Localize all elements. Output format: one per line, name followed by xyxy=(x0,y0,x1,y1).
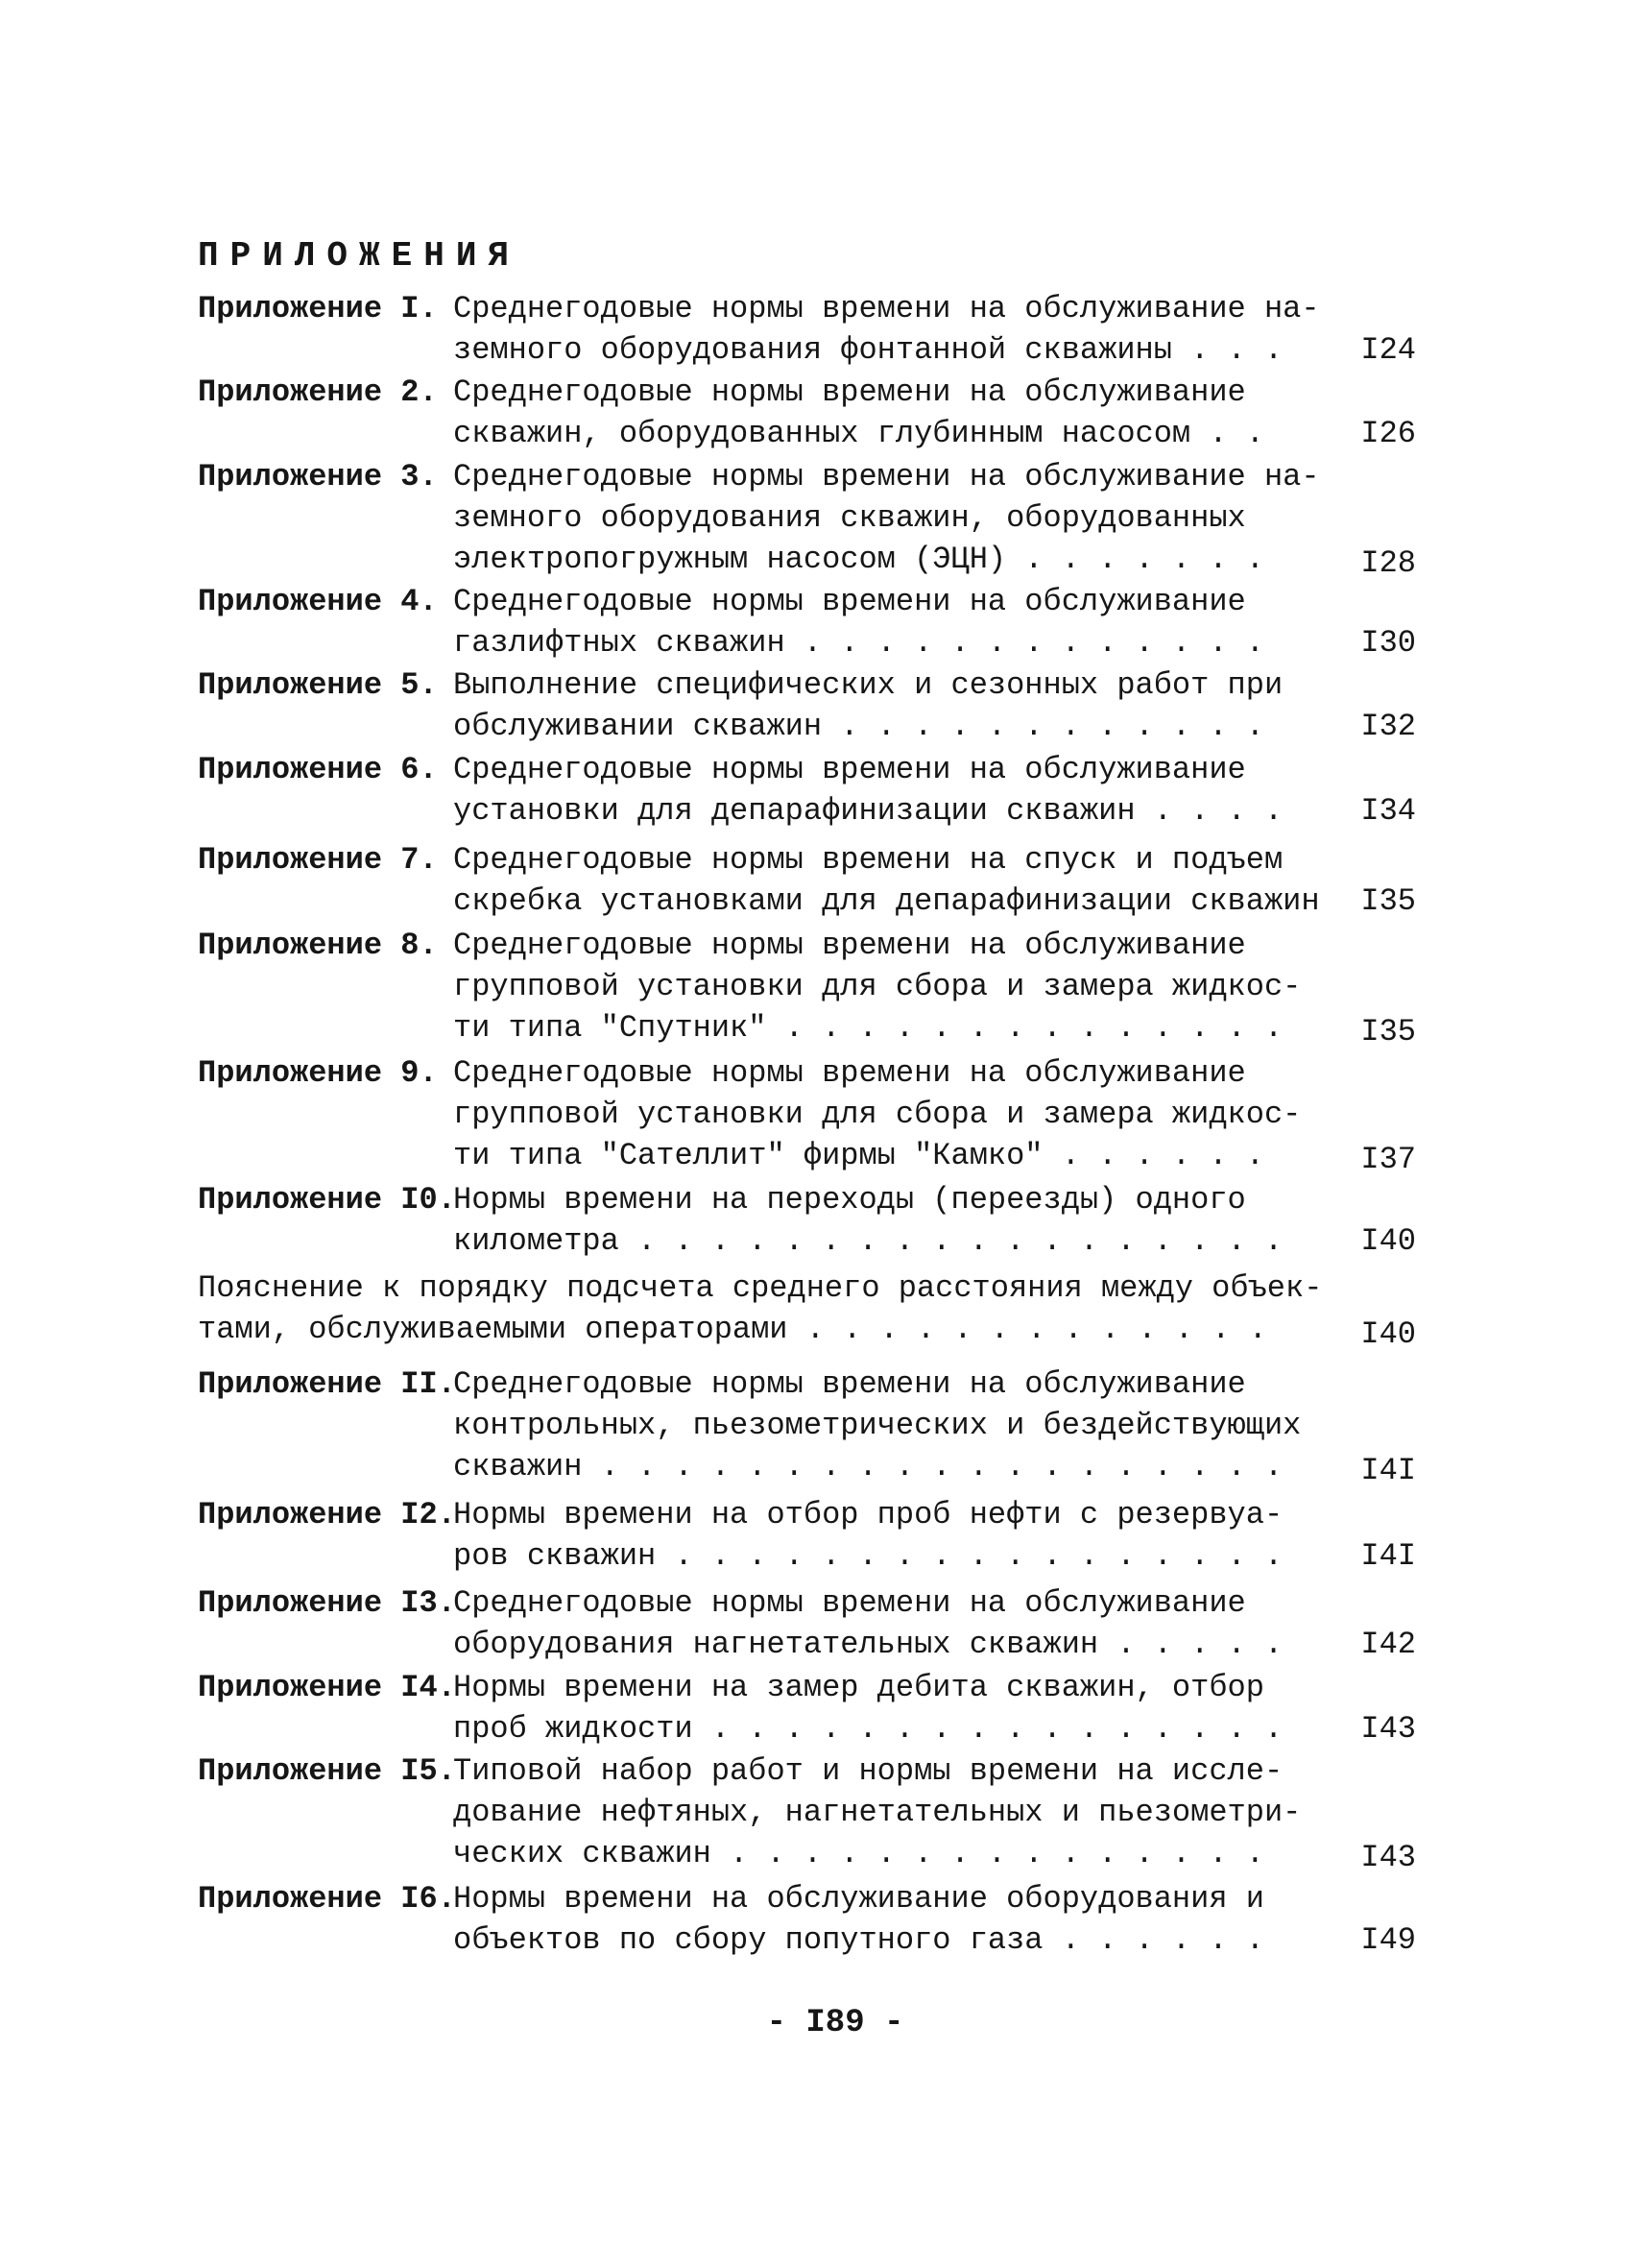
entry-label: Приложение I5. xyxy=(198,1753,456,1789)
entry-line: Среднегодовые нормы времени на обслуживание xyxy=(453,928,1246,963)
entry-line: Среднегодовые нормы времени на обслуживание xyxy=(453,1585,1246,1621)
entry-text xyxy=(453,1667,1317,1749)
entry-line: Среднегодовые нормы времени на обслуживание xyxy=(453,374,1246,410)
entry-label: Приложение 2. xyxy=(198,374,438,410)
page-number: I42 xyxy=(1360,1627,1416,1662)
page-number: I32 xyxy=(1360,709,1416,744)
entry-label: Приложение 3. xyxy=(198,459,438,495)
entry-line: объектов по сбору попутного газа . . . . . . xyxy=(453,1922,1264,1958)
page-number: I35 xyxy=(1360,883,1416,919)
entry-line: скребка установками для депарафинизации скважин xyxy=(453,883,1320,919)
entry-line: обслуживании скважин . . . . . . . . . . . . xyxy=(453,709,1264,744)
entry-line: оборудования нагнетательных скважин . . . . . xyxy=(453,1627,1284,1662)
entry-text xyxy=(453,1052,1317,1176)
section-heading: ПРИЛОЖЕНИЯ xyxy=(198,236,521,276)
entry-line: газлифтных скважин . . . . . . . . . . . . . xyxy=(453,625,1264,661)
entry-line: дование нефтяных, нагнетательных и пьезометри- xyxy=(453,1795,1302,1830)
entry-text xyxy=(453,664,1317,747)
entry-line: ческих скважин . . . . . . . . . . . . . . . xyxy=(453,1836,1264,1871)
entry-label: Приложение 8. xyxy=(198,928,438,963)
entry-line: Типовой набор работ и нормы времени на иссле- xyxy=(453,1753,1284,1789)
entry-line: Нормы времени на обслуживание оборудования и xyxy=(453,1881,1264,1917)
entry-line: Нормы времени на отбор проб нефти с резервуа- xyxy=(453,1497,1284,1532)
entry-text xyxy=(453,1750,1317,1874)
entry-line: Нормы времени на замер дебита скважин, отбор xyxy=(453,1670,1264,1705)
page-number: I28 xyxy=(1360,545,1416,581)
entry-line: Среднегодовые нормы времени на обслуживание xyxy=(453,584,1246,619)
entry-text xyxy=(453,925,1317,1049)
entry-text xyxy=(453,581,1317,664)
page-footer-number: - I89 - xyxy=(766,2005,904,2041)
entry-label: Приложение 5. xyxy=(198,667,438,703)
entry-label: Приложение I0. xyxy=(198,1182,456,1218)
entry-line: Среднегодовые нормы времени на обслуживание xyxy=(453,1055,1246,1091)
page-number: I49 xyxy=(1360,1922,1416,1958)
entry-line: контрольных, пьезометрических и бездействующих xyxy=(453,1408,1302,1443)
page-number: I24 xyxy=(1360,332,1416,368)
entry-line: электропогружным насосом (ЭЦН) . . . . . . . xyxy=(453,542,1264,577)
entry-line: земного оборудования фонтанной скважины . . . xyxy=(453,332,1284,368)
entry-text xyxy=(453,1179,1317,1262)
entry-text xyxy=(453,288,1320,371)
entry-line: ти типа "Сателлит" фирмы "Камко" . . . . . . xyxy=(453,1138,1264,1173)
entry-text xyxy=(453,456,1320,580)
entry-text xyxy=(453,372,1317,454)
entry-label: Приложение I. xyxy=(198,291,438,326)
entry-label: Приложение I2. xyxy=(198,1497,456,1532)
entry-label: Приложение I6. xyxy=(198,1881,456,1917)
page-number: I40 xyxy=(1360,1223,1416,1259)
entry-label: Приложение 4. xyxy=(198,584,438,619)
page-number: I37 xyxy=(1360,1142,1416,1177)
entry-label: Приложение 9. xyxy=(198,1055,438,1091)
entry-line: проб жидкости . . . . . . . . . . . . . . . . xyxy=(453,1711,1284,1747)
entry-line: установки для депарафинизации скважин . . . . xyxy=(453,793,1284,829)
page-number: I43 xyxy=(1360,1711,1416,1747)
entry-line: групповой установки для сбора и замера жидкос- xyxy=(453,969,1302,1004)
entry-line: Среднегодовые нормы времени на обслуживание на- xyxy=(453,291,1320,326)
entry-line: земного оборудования скважин, оборудованных xyxy=(453,500,1246,536)
entry-text xyxy=(453,1494,1317,1577)
entry-label: Приложение I3. xyxy=(198,1585,456,1621)
page-number: I4I xyxy=(1360,1538,1416,1574)
entry-text xyxy=(453,749,1317,832)
page-number: I35 xyxy=(1360,1014,1416,1050)
page-number: I34 xyxy=(1360,793,1416,829)
entry-line: Среднегодовые нормы времени на обслуживание xyxy=(453,752,1246,787)
entry-label: Приложение 6. xyxy=(198,752,438,787)
entry-line: Пояснение к порядку подсчета среднего расстояния между объек- xyxy=(198,1270,1323,1306)
entry-text xyxy=(453,1878,1317,1961)
entry-line: ти типа "Спутник" . . . . . . . . . . . . . . xyxy=(453,1010,1284,1046)
entry-label: Приложение 7. xyxy=(198,842,438,878)
entry-line: тами, обслуживаемыми операторами . . . . . . . . . . . . . xyxy=(198,1312,1267,1347)
page-number: I26 xyxy=(1360,416,1416,451)
entry-line: ров скважин . . . . . . . . . . . . . . . . . xyxy=(453,1538,1284,1574)
page-number: I4I xyxy=(1360,1453,1416,1488)
entry-line: скважин, оборудованных глубинным насосом . . xyxy=(453,416,1264,451)
entry-line: Нормы времени на переходы (переезды) одного xyxy=(453,1182,1246,1218)
entry-line: скважин . . . . . . . . . . . . . . . . . . . xyxy=(453,1449,1284,1484)
entry-label: Приложение I4. xyxy=(198,1670,456,1705)
page-number: I40 xyxy=(1360,1316,1416,1352)
entry-line: километра . . . . . . . . . . . . . . . . . . xyxy=(453,1223,1284,1259)
entry-line: групповой установки для сбора и замера жидкос- xyxy=(453,1097,1302,1132)
entry-text xyxy=(198,1267,1321,1350)
entry-line: Выполнение специфических и сезонных работ при xyxy=(453,667,1284,703)
entry-text xyxy=(453,1582,1317,1665)
entry-text xyxy=(453,1363,1317,1487)
entry-line: Среднегодовые нормы времени на обслуживание xyxy=(453,1366,1246,1402)
entry-line: Среднегодовые нормы времени на спуск и подъем xyxy=(453,842,1284,878)
page-number: I43 xyxy=(1360,1840,1416,1875)
entry-label: Приложение II. xyxy=(198,1366,456,1402)
page-number: I30 xyxy=(1360,625,1416,661)
entry-text xyxy=(453,839,1320,922)
entry-line: Среднегодовые нормы времени на обслуживание на- xyxy=(453,459,1320,495)
